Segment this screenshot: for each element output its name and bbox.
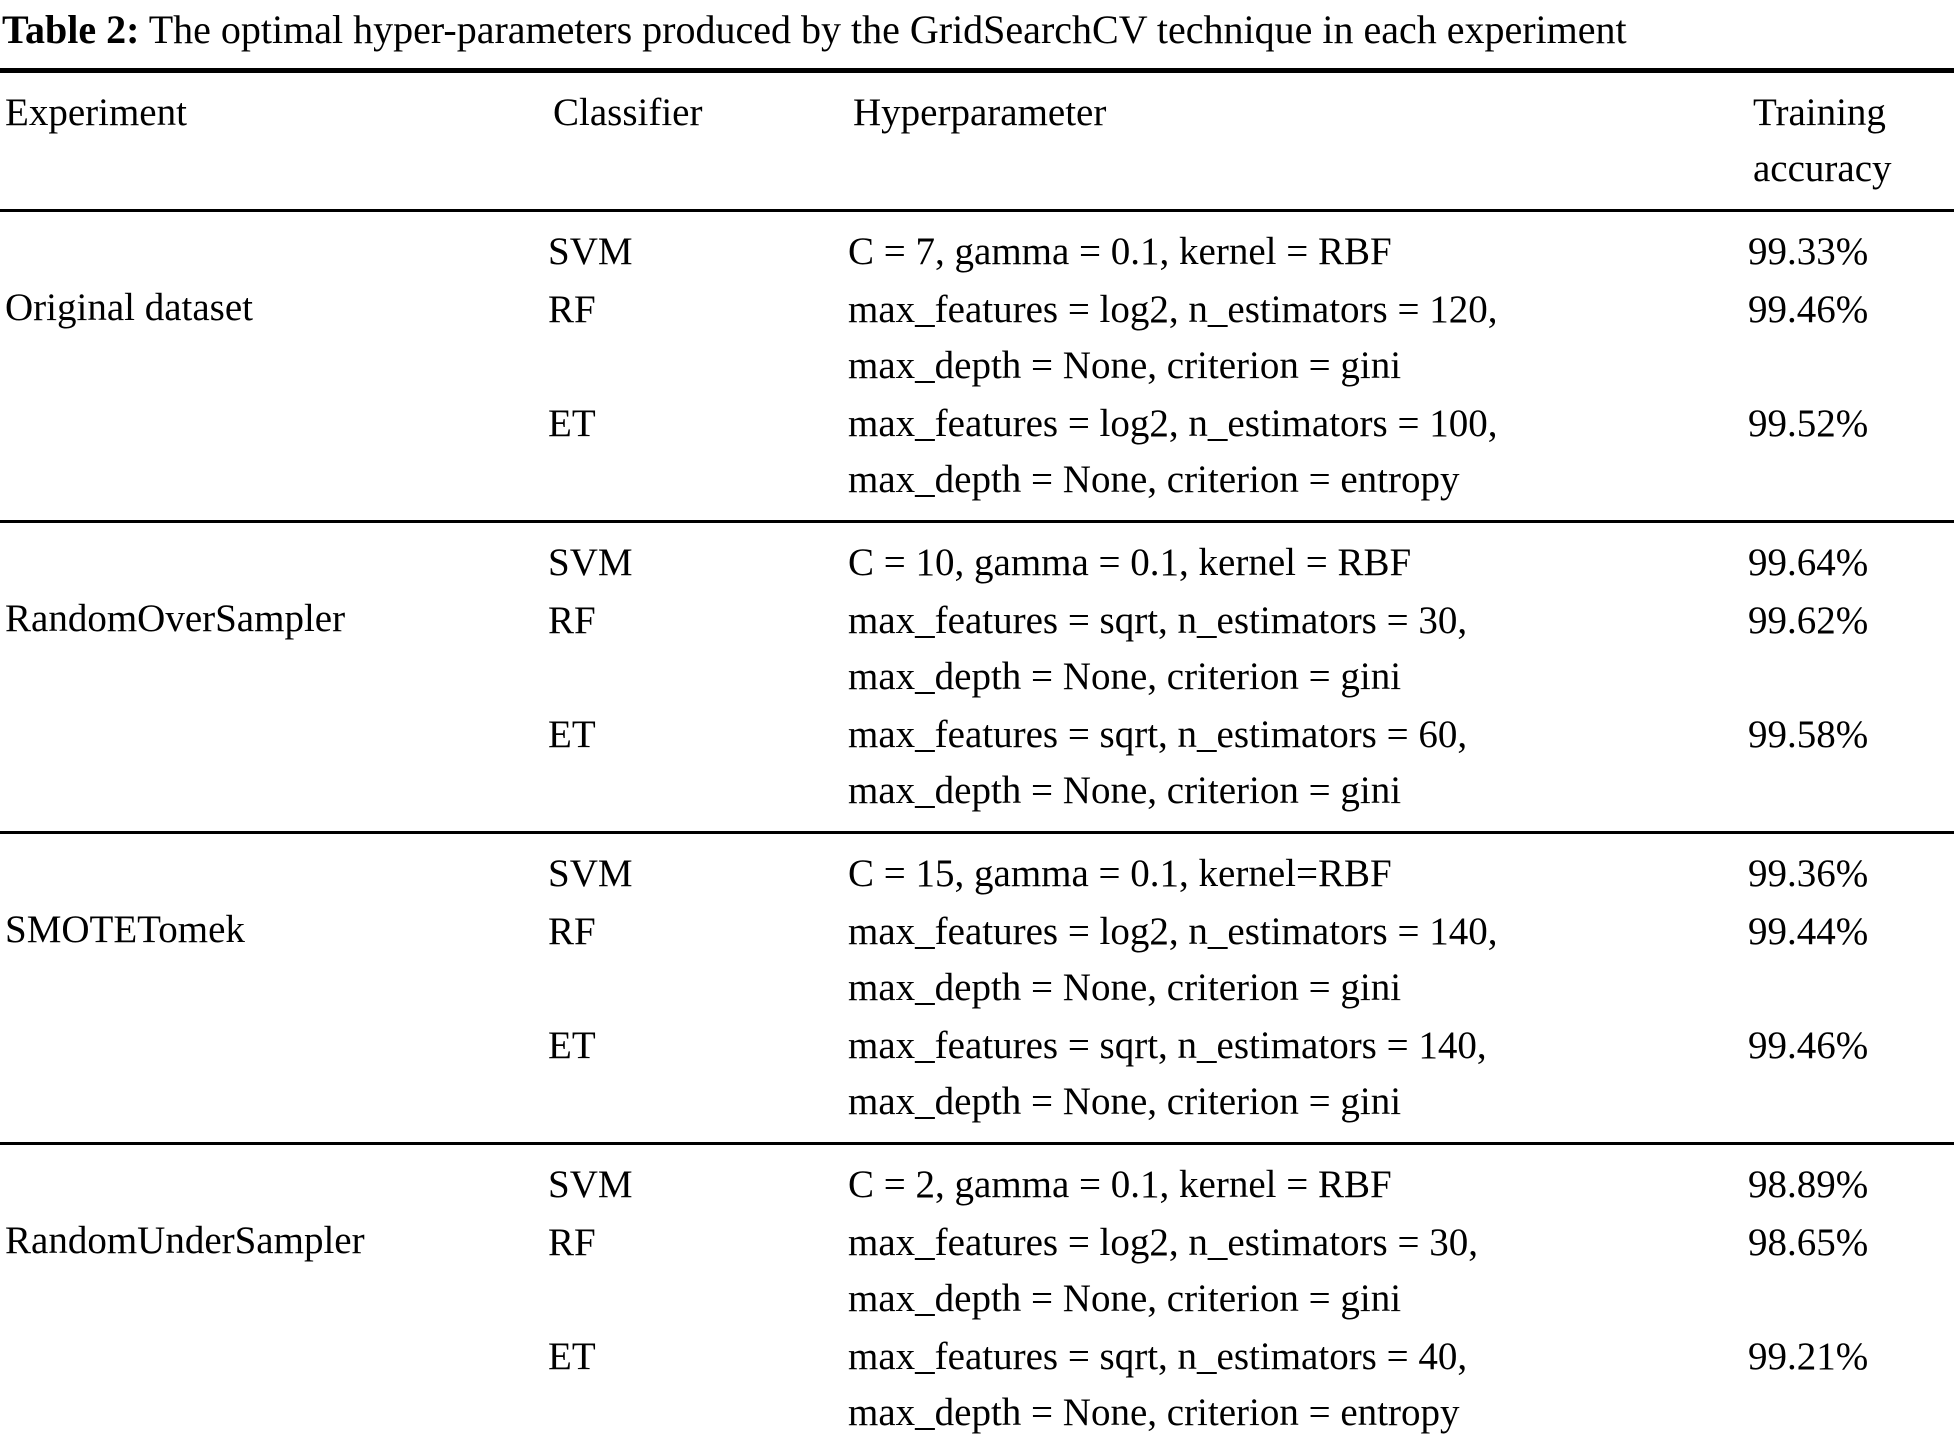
- hyperparameter-line: max_depth = None, criterion = gini: [848, 1080, 1402, 1123]
- hyperparameter-line: max_features = log2, n_estimators = 30,: [848, 1221, 1478, 1264]
- experiment-name: RandomOverSampler: [5, 597, 346, 640]
- hyperparameter-cell: [848, 224, 1748, 280]
- hyperparameter-cell: [848, 904, 1748, 1016]
- hyperparameter-cell: [848, 1018, 1748, 1130]
- table-header-row: [0, 73, 1954, 212]
- table-caption-text: The optimal hyper-parameters produced by the GridSearchCV technique in each experiment: [139, 7, 1627, 52]
- classifier-cell: ET: [548, 1024, 596, 1067]
- hyperparameter-line: max_features = sqrt, n_estimators = 140,: [848, 1024, 1487, 1067]
- hyperparameter-line: max_depth = None, criterion = gini: [848, 966, 1402, 1009]
- hyperparameter-cell: [848, 593, 1748, 705]
- column-header-classifier: Classifier: [553, 91, 703, 134]
- table-row: [548, 396, 1954, 508]
- hyperparameter-cell: [848, 1329, 1748, 1441]
- classifier-cell: RF: [548, 599, 596, 642]
- experiment-group-randomundersampler: [0, 1145, 1954, 1450]
- hyperparameter-line: max_features = sqrt, n_estimators = 30,: [848, 599, 1468, 642]
- classifier-cell: SVM: [548, 230, 633, 273]
- table-row: [548, 1018, 1954, 1130]
- classifier-cell: SVM: [548, 852, 633, 895]
- hyperparameter-cell: [848, 396, 1748, 508]
- hyperparameter-cell: [848, 846, 1748, 902]
- experiment-group-randomoversampler: [0, 523, 1954, 834]
- hyperparameter-line: max_features = log2, n_estimators = 120,: [848, 288, 1498, 331]
- classifier-cell: SVM: [548, 541, 633, 584]
- hyperparameter-line: max_features = sqrt, n_estimators = 40,: [848, 1335, 1468, 1378]
- hyperparameters-table: [0, 68, 1954, 1450]
- hyperparameter-line: max_features = log2, n_estimators = 140,: [848, 910, 1498, 953]
- hyperparameter-line: C = 7, gamma = 0.1, kernel = RBF: [848, 230, 1392, 273]
- classifier-cell: SVM: [548, 1163, 633, 1206]
- classifier-cell: ET: [548, 1335, 596, 1378]
- experiment-name: SMOTETomek: [5, 908, 245, 951]
- accuracy-cell: 99.46%: [1748, 288, 1869, 331]
- table-row: [548, 846, 1954, 902]
- experiment-group-original-dataset: [0, 212, 1954, 523]
- accuracy-cell: 99.44%: [1748, 910, 1869, 953]
- group-rows: [548, 1157, 1954, 1443]
- hyperparameter-line: C = 10, gamma = 0.1, kernel = RBF: [848, 541, 1412, 584]
- accuracy-cell: 99.58%: [1748, 713, 1869, 756]
- table-row: [548, 593, 1954, 705]
- column-header-training-accuracy: [1748, 85, 1954, 197]
- experiment-cell: [0, 846, 548, 1132]
- experiment-name: RandomUnderSampler: [5, 1219, 365, 1262]
- group-rows: [548, 846, 1954, 1132]
- table-row: [548, 1215, 1954, 1327]
- group-rows: [548, 224, 1954, 510]
- hyperparameter-line: max_depth = None, criterion = gini: [848, 1277, 1402, 1320]
- classifier-cell: ET: [548, 713, 596, 756]
- table-caption-label: Table 2:: [2, 7, 140, 52]
- hyperparameter-cell: [848, 1215, 1748, 1327]
- hyperparameter-cell: [848, 282, 1748, 394]
- table-row: [548, 707, 1954, 819]
- experiment-cell: [0, 224, 548, 510]
- hyperparameter-cell: [848, 535, 1748, 591]
- column-header-training-line1: Training: [1753, 91, 1886, 134]
- hyperparameter-line: max_features = log2, n_estimators = 100,: [848, 402, 1498, 445]
- hyperparameter-line: C = 2, gamma = 0.1, kernel = RBF: [848, 1163, 1392, 1206]
- classifier-cell: RF: [548, 1221, 596, 1264]
- accuracy-cell: 99.46%: [1748, 1024, 1869, 1067]
- accuracy-cell: 99.21%: [1748, 1335, 1869, 1378]
- column-header-training-line2: accuracy: [1753, 147, 1892, 190]
- column-header-hyperparameter: Hyperparameter: [853, 91, 1107, 134]
- hyperparameter-line: max_features = sqrt, n_estimators = 60,: [848, 713, 1468, 756]
- group-rows: [548, 535, 1954, 821]
- classifier-cell: RF: [548, 288, 596, 331]
- hyperparameter-line: max_depth = None, criterion = entropy: [848, 458, 1460, 501]
- hyperparameter-line: max_depth = None, criterion = gini: [848, 655, 1402, 698]
- table-caption: [0, 0, 1954, 68]
- hyperparameter-cell: [848, 707, 1748, 819]
- experiment-cell: [0, 535, 548, 821]
- hyperparameter-cell: [848, 1157, 1748, 1213]
- accuracy-cell: 99.64%: [1748, 541, 1869, 584]
- accuracy-cell: 99.33%: [1748, 230, 1869, 273]
- hyperparameter-line: C = 15, gamma = 0.1, kernel=RBF: [848, 852, 1392, 895]
- experiment-cell: [0, 1157, 548, 1443]
- accuracy-cell: 99.62%: [1748, 599, 1869, 642]
- hyperparameter-line: max_depth = None, criterion = gini: [848, 769, 1402, 812]
- accuracy-cell: 98.65%: [1748, 1221, 1869, 1264]
- hyperparameter-line: max_depth = None, criterion = gini: [848, 344, 1402, 387]
- table-row: [548, 535, 1954, 591]
- experiment-name: Original dataset: [5, 286, 253, 329]
- classifier-cell: ET: [548, 402, 596, 445]
- table-row: [548, 282, 1954, 394]
- table-row: [548, 1157, 1954, 1213]
- accuracy-cell: 98.89%: [1748, 1163, 1869, 1206]
- experiment-group-smotetomek: [0, 834, 1954, 1145]
- column-header-experiment: Experiment: [5, 91, 187, 134]
- classifier-cell: RF: [548, 910, 596, 953]
- hyperparameter-line: max_depth = None, criterion = entropy: [848, 1391, 1460, 1434]
- table-row: [548, 1329, 1954, 1441]
- table-row: [548, 224, 1954, 280]
- accuracy-cell: 99.52%: [1748, 402, 1869, 445]
- table-row: [548, 904, 1954, 1016]
- accuracy-cell: 99.36%: [1748, 852, 1869, 895]
